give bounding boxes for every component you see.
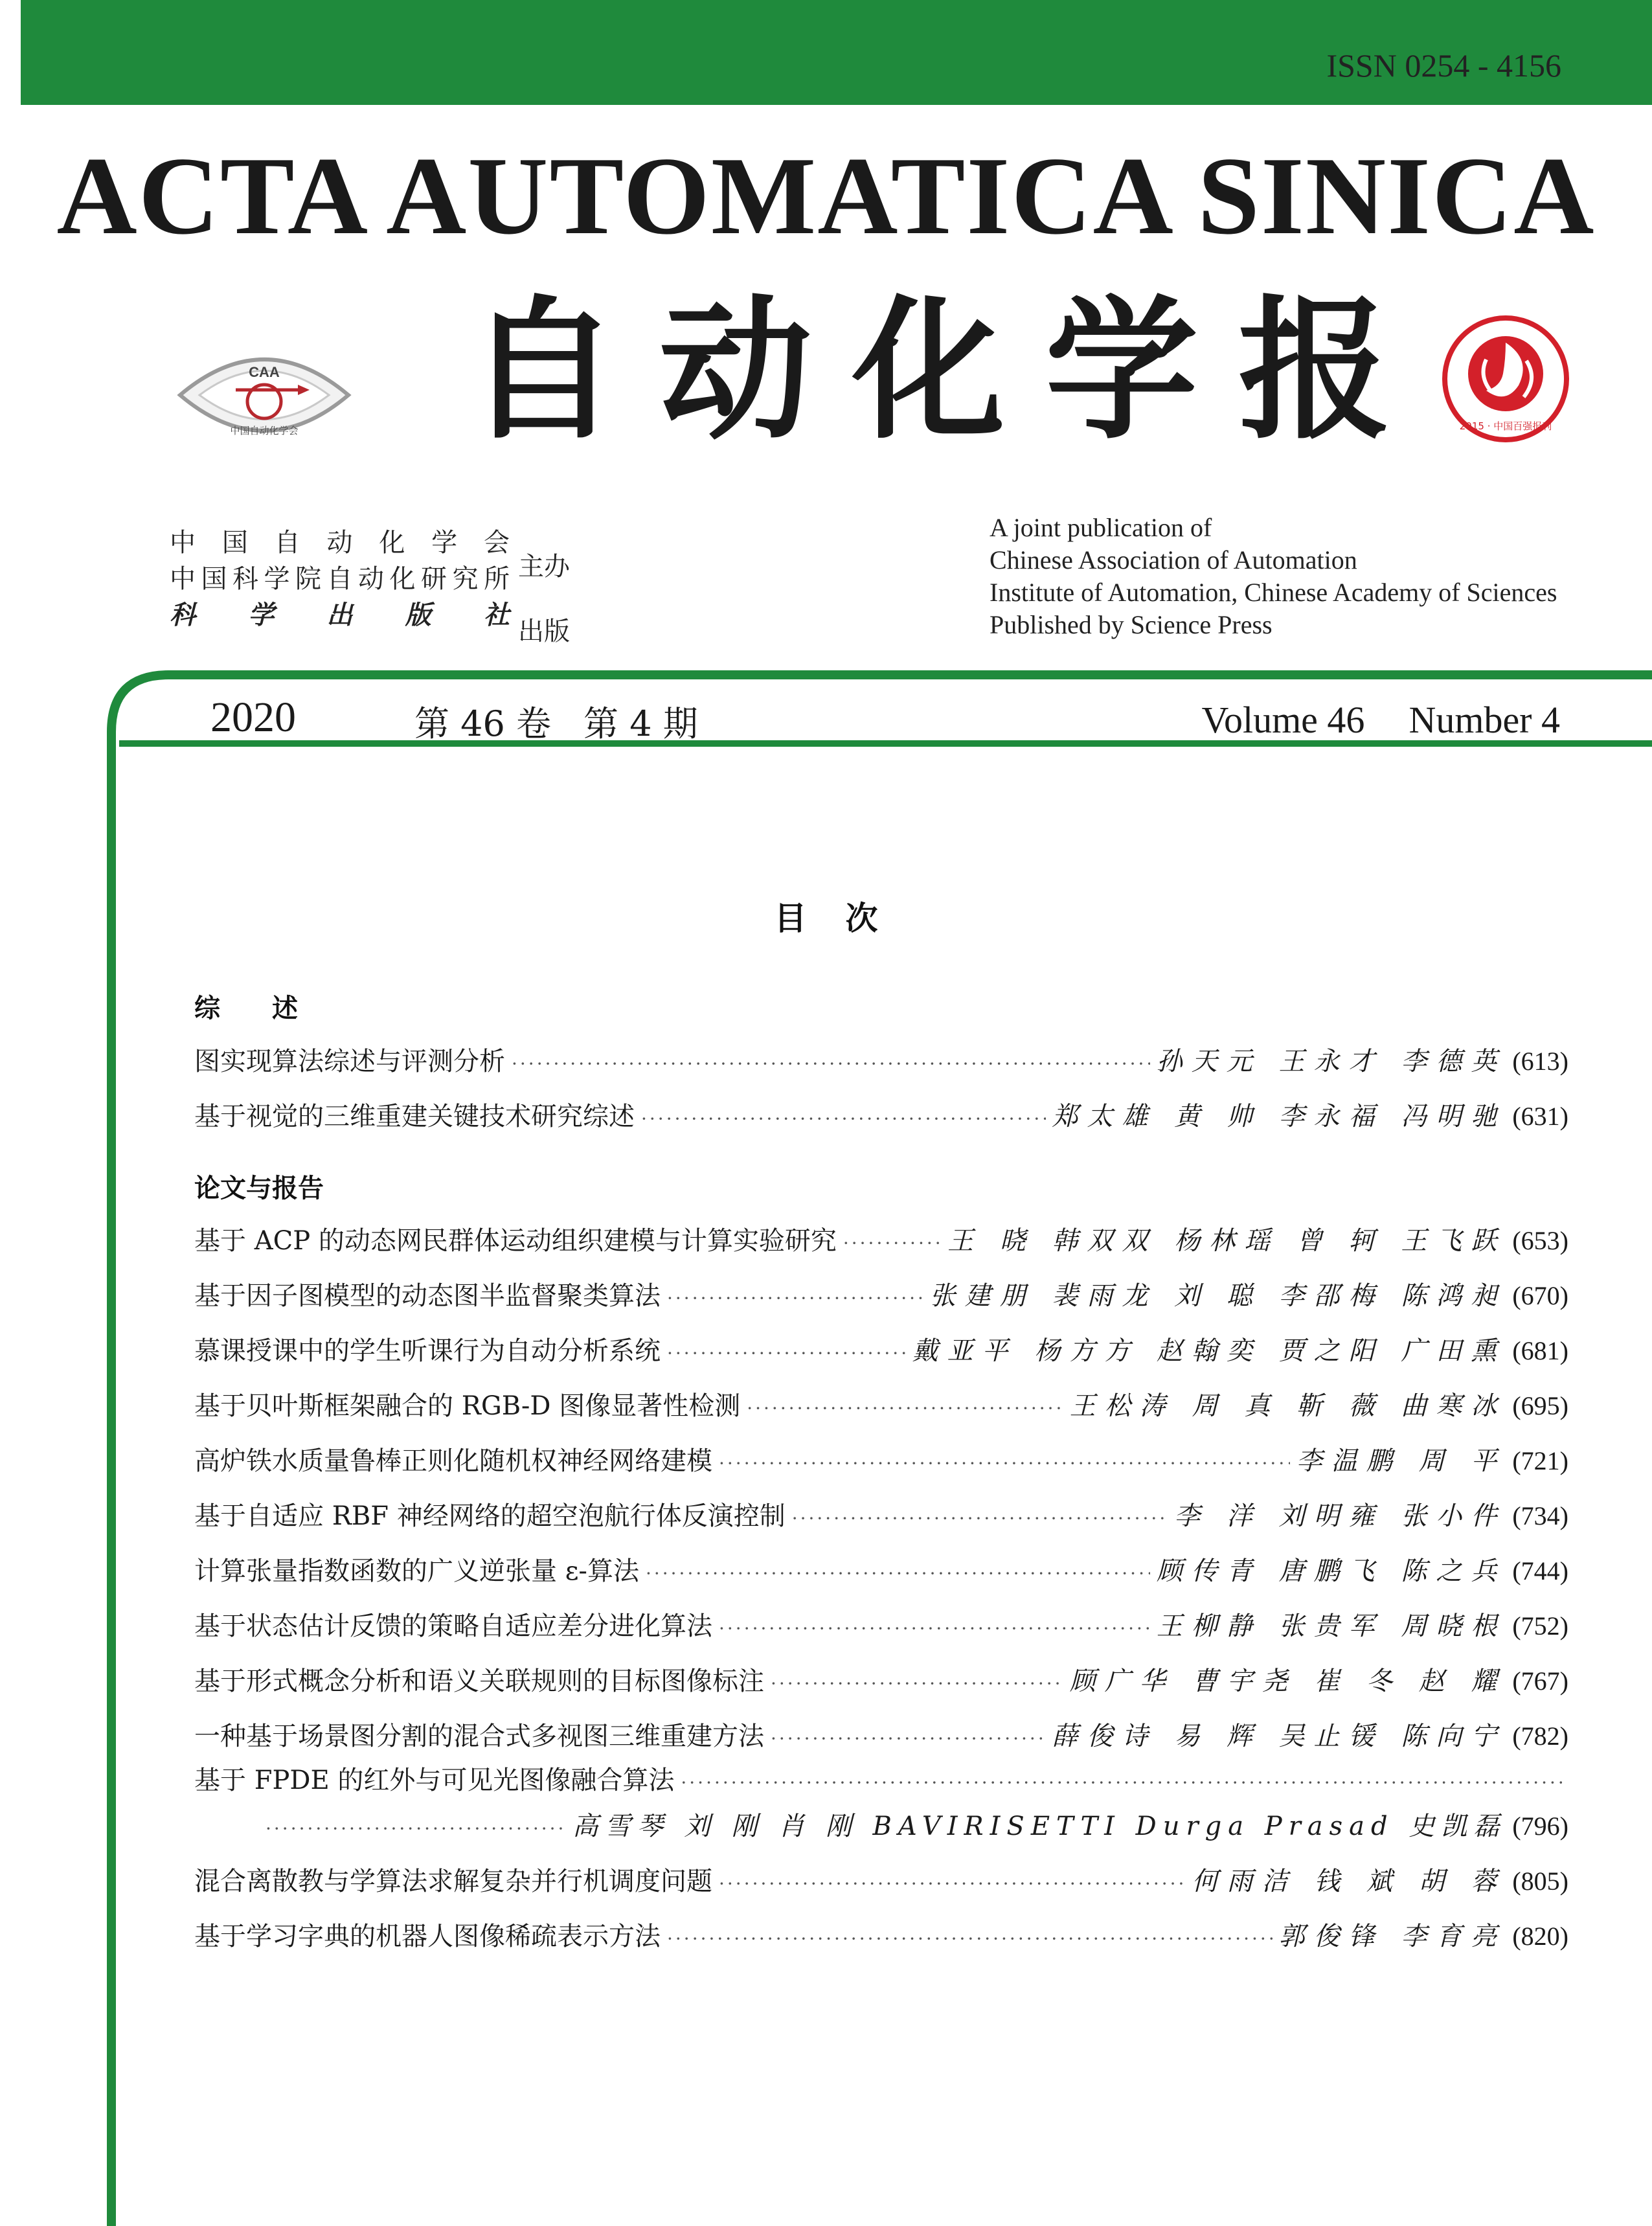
- toc-entry[interactable]: [194, 1220, 1568, 1259]
- toc-entry[interactable]: [194, 1330, 1568, 1369]
- article-page: (695): [1512, 1391, 1568, 1420]
- toc-entry[interactable]: [194, 1550, 1568, 1589]
- article-authors: 顾传青 唐鹏飞 陈之兵: [1156, 1556, 1506, 1586]
- dot-leader: [641, 1108, 1046, 1130]
- publisher-caa-en: Chinese Association of Automation: [990, 545, 1357, 574]
- dot-leader: [512, 1053, 1150, 1074]
- dot-leader: [646, 1563, 1150, 1584]
- caa-logo-text: CAA: [249, 364, 280, 380]
- publisher-press-en: Published by Science Press: [990, 610, 1273, 639]
- article-authors: 张建朋 裴雨龙 刘 聪 李邵梅 陈鸿昶: [929, 1281, 1506, 1311]
- article-authors: 王 晓 韩双双 杨林瑶 曾 轲 王飞跃: [947, 1226, 1506, 1256]
- dot-leader: [667, 1928, 1273, 1949]
- toc-entry[interactable]: [194, 1760, 1568, 1799]
- award-emblem-icon: [1441, 314, 1570, 444]
- article-title: 基于 ACP 的动态网民群体运动组织建模与计算实验研究: [194, 1226, 837, 1256]
- article-title: 基于学习字典的机器人图像稀疏表示方法: [194, 1922, 661, 1951]
- dot-leader: [266, 1818, 566, 1839]
- caa-emblem-icon: [174, 337, 355, 453]
- article-authors: 薛俊诗 易 辉 吴止锾 陈向宁: [1052, 1721, 1506, 1751]
- article-title: 基于因子图模型的动态图半监督聚类算法: [194, 1281, 661, 1311]
- dot-leader: [719, 1873, 1186, 1894]
- article-page: (613): [1512, 1047, 1568, 1076]
- publisher-science-press: 科 学 出 版 社: [170, 600, 510, 630]
- toc-entry[interactable]: [194, 1661, 1568, 1699]
- article-page: (681): [1512, 1336, 1568, 1365]
- article-page: (670): [1512, 1281, 1568, 1310]
- toc-entry[interactable]: [194, 1916, 1568, 1955]
- toc-entry[interactable]: [194, 1041, 1568, 1080]
- article-title: 混合离散教与学算法求解复杂并行机调度问题: [194, 1867, 712, 1896]
- toc-entry[interactable]: [194, 1495, 1568, 1534]
- dot-leader: [771, 1673, 1063, 1694]
- role-publisher: 出版: [518, 617, 570, 646]
- award-logo-text: 2015 · 中国百强报刊: [1459, 420, 1552, 432]
- role-sponsor: 主办: [518, 552, 570, 582]
- article-authors: 顾广华 曹宇尧 崔 冬 赵 耀: [1069, 1666, 1506, 1696]
- toc-entry[interactable]: [194, 1096, 1568, 1135]
- article-authors: 戴亚平 杨方方 赵翰奕 贾之阳 广田熏: [912, 1336, 1506, 1366]
- article-title: 计算张量指数函数的广义逆张量 ε-算法: [194, 1556, 639, 1586]
- article-page: (653): [1512, 1226, 1568, 1255]
- section-review: 综 述: [194, 994, 298, 1023]
- publisher-institute: 中国科学院自动化研究所: [170, 564, 510, 594]
- volume-zh: 第 46 卷: [414, 703, 552, 744]
- joint-publication-line: A joint publication of: [990, 513, 1212, 542]
- article-authors: 王柳静 张贵军 周晓根: [1156, 1611, 1506, 1641]
- article-page: (721): [1512, 1446, 1568, 1475]
- toc-heading: 目次: [774, 900, 917, 937]
- publisher-institute-en: Institute of Automation, Chinese Academy of Sciences: [990, 578, 1557, 607]
- article-title: 基于贝叶斯框架融合的 RGB-D 图像显著性检测: [194, 1391, 741, 1421]
- article-authors: 孙天元 王永才 李德英: [1156, 1047, 1506, 1076]
- toc-entry[interactable]: [194, 1716, 1568, 1755]
- issn-number: ISSN 0254 - 4156: [1326, 47, 1561, 84]
- dot-leader: [719, 1453, 1290, 1474]
- article-authors: 李 洋 刘明雍 张小件: [1174, 1501, 1506, 1531]
- article-title: 一种基于场景图分割的混合式多视图三维重建方法: [194, 1721, 764, 1751]
- dot-leader: [792, 1508, 1168, 1529]
- article-title: 图实现算法综述与评测分析: [194, 1047, 505, 1076]
- dot-leader: [667, 1343, 906, 1364]
- article-page: (752): [1512, 1611, 1568, 1641]
- number-zh: 第 4 期: [583, 703, 698, 744]
- caa-logo-subtext: 中国自动化学会: [230, 425, 299, 437]
- journal-title-english: ACTA AUTOMATICA SINICA: [56, 135, 1596, 258]
- toc-entry[interactable]: [194, 1440, 1568, 1479]
- article-page: (805): [1512, 1867, 1568, 1896]
- publishers-chinese: [170, 525, 510, 633]
- number-en: Number 4: [1409, 699, 1560, 741]
- article-page: (796): [1512, 1811, 1568, 1841]
- article-authors: 郭俊锋 李育亮: [1278, 1922, 1506, 1951]
- dot-leader: [843, 1232, 941, 1254]
- toc-entry[interactable]: [194, 1275, 1568, 1314]
- article-authors: 王松涛 周 真 靳 薇 曲寒冰: [1069, 1391, 1506, 1421]
- article-page: (767): [1512, 1666, 1568, 1696]
- article-page: (744): [1512, 1556, 1568, 1585]
- article-title: 基于 FPDE 的红外与可见光图像融合算法: [194, 1766, 675, 1795]
- article-page: (734): [1512, 1501, 1568, 1530]
- issue-volume-chinese: [414, 696, 698, 746]
- dot-leader: [719, 1618, 1150, 1639]
- dot-leader: [667, 1288, 923, 1309]
- article-authors: 李温鹏 周 平: [1296, 1446, 1506, 1476]
- publishers-english: [990, 512, 1557, 641]
- toc-entry-continuation[interactable]: [194, 1806, 1568, 1845]
- article-title: 基于形式概念分析和语义关联规则的目标图像标注: [194, 1666, 764, 1696]
- article-authors: 何雨洁 钱 斌 胡 蓉: [1192, 1867, 1506, 1896]
- toc-entry[interactable]: [194, 1385, 1568, 1424]
- article-page: (631): [1512, 1102, 1568, 1131]
- issue-volume-english: [1202, 698, 1560, 742]
- article-authors: 郑太雄 黄 帅 李永福 冯明驰: [1052, 1102, 1506, 1131]
- article-title: 慕课授课中的学生听课行为自动分析系统: [194, 1336, 661, 1366]
- dot-leader: [681, 1772, 1562, 1793]
- article-title: 高炉铁水质量鲁棒正则化随机权神经网络建模: [194, 1446, 712, 1476]
- dot-leader: [771, 1728, 1046, 1749]
- volume-en: Volume 46: [1201, 699, 1365, 741]
- article-page: (820): [1512, 1922, 1568, 1951]
- dot-leader: [747, 1398, 1063, 1419]
- article-title: 基于状态估计反馈的策略自适应差分进化算法: [194, 1611, 712, 1641]
- toc-entry[interactable]: [194, 1861, 1568, 1900]
- issue-year: 2020: [210, 694, 296, 741]
- article-title: 基于视觉的三维重建关键技术研究综述: [194, 1102, 635, 1131]
- toc-entry[interactable]: [194, 1606, 1568, 1644]
- article-page: (782): [1512, 1721, 1568, 1751]
- section-papers: 论文与报告: [194, 1174, 324, 1203]
- journal-title-chinese: 自动化学报: [466, 282, 1432, 460]
- article-title: 基于自适应 RBF 神经网络的超空泡航行体反演控制: [194, 1501, 786, 1531]
- publisher-caa: 中 国 自 动 化 学 会: [170, 528, 510, 558]
- article-authors: 高雪琴 刘 刚 肖 刚 BAVIRISETTI Durga Prasad 史凯磊: [572, 1811, 1506, 1841]
